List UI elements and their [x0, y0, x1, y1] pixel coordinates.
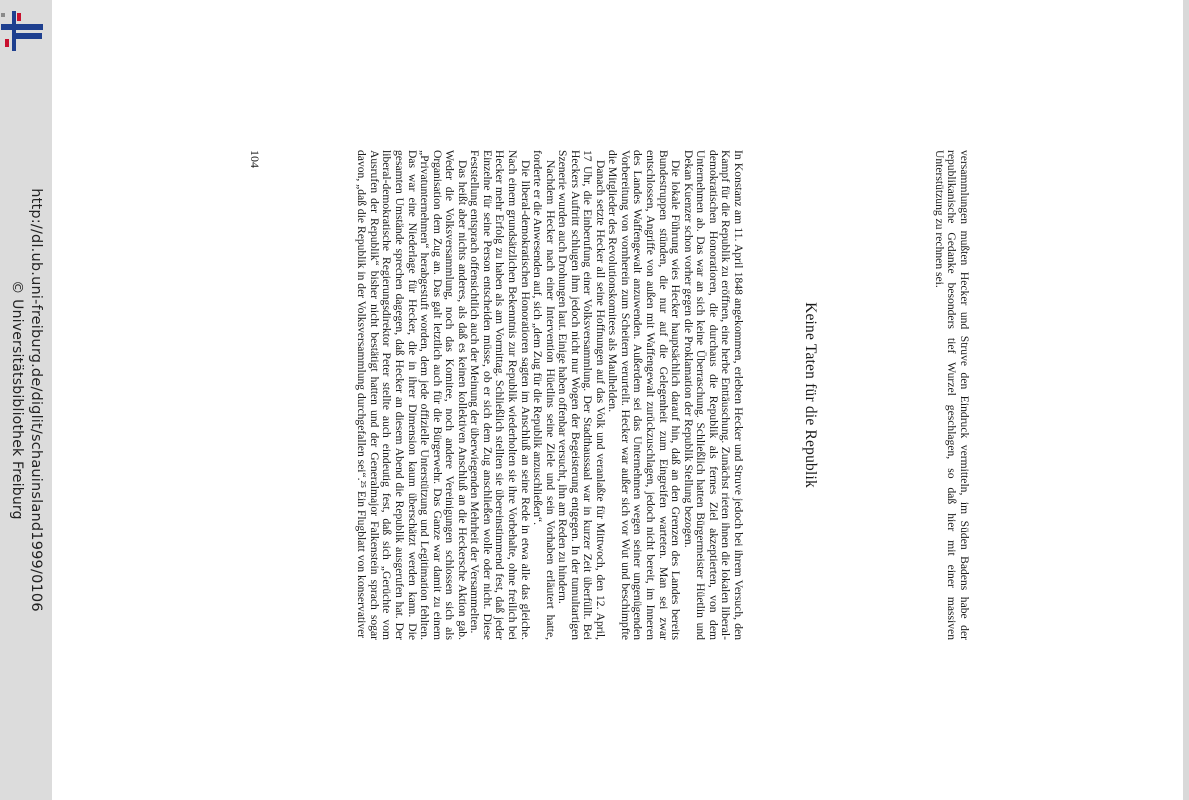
body-paragraph: Die liberal-demokratischen Honoratioren sagten im Anschluß an seine Rede in etwa alle das gleiche. Nach einem grundsätzlichen Bekenntnis zur Republik wiederholten sie ihre Vorbehalte, ohne freilich bei Hecker mehr Erfolg zu haben als am Vormittag. Schließlich stellten sie übereinstimmend fest, daß jeder Einzelne für seine Person entscheiden müsse, ob er sich dem Zug anschließen wolle oder nicht. Diese Feststellung entsprach offensichtlich auch der Meinung der überwiegenden Mehrheit der Versammelten.: [468, 150, 532, 640]
scanned-page: [248, 150, 970, 640]
sidebar-caption: [7, 0, 45, 800]
body-paragraph: Danach setzte Hecker all seine Hoffnungen auf das Volk und veranlaßte für Mittwoch, den 12. April, 17 Uhr, die Einberufung einer Volksversammlung. Der Stadthaussaal war in kurzer Zeit überfüllt. Bei Heckers Auftritt schlugen ihm jedoch nicht nur Wogen der Begeisterung entgegen. In der tumultartigen Szenerie wurden auch Drohungen laut. Einige haben offenbar versucht, ihn am Reden zu hindern.: [556, 150, 607, 640]
body-paragraph: Nachdem Hecker nach einer Intervention Hüetlins seine Ziele und sein Vorhaben erläutert hatte, forderte er die Anwesenden auf, sich „dem Zug für die Republik anzuschließen“.: [531, 150, 557, 640]
body-paragraph: Die lokale Führung wies Hecker hauptsächlich darauf hin, daß an den Grenzen des Landes bereits Bundestruppen stünden, die nur auf die Gelegenheit zum Eingreifen warteten. Man sei zwar entschlossen, Angriffe von außen mit Waffengewalt zurückzuschlagen, jedoch nicht bereit, im Inneren des Landes Waffengewalt anzuwenden. Außerdem sei das Unternehmen wegen seiner ungenügenden Vorbereitung von vornherein zum Scheitern verurteilt. Hecker war außer sich vor Wut und beschimpfte die Mitglieder des Revolutionskomitees als Maulhelden.: [606, 150, 683, 640]
right-border: [1183, 0, 1189, 800]
page-top-paragraph: versammlungen mußten Hecker und Struve den Eindruck vermitteln, im Süden Badens habe der republikanische Gedanke besonders tief Wurzel geschlagen, so daß hier mit einer massiven Unterstützung zu rechnen sei.: [932, 150, 971, 640]
page-number: 104: [247, 150, 262, 168]
permalink-url[interactable]: http://dl.ub.uni-freiburg.de/diglit/schauinsland1999/0106: [28, 188, 44, 612]
section-heading: Keine Taten für die Republik: [802, 302, 820, 488]
body-paragraph: Das heißt aber nichts anderes, als daß es keinen kollektiven Anschluß an die Heckersche Aktion gab. Weder die Volksversammlung, noch das Komitee, noch andere Vereinigungen schlossen sich als Organisation dem Zug an. Das galt letztlich auch für die Bürgerwehr. Das Ganze war damit zu einem „Privatunternehmen“ herabgestuft worden, dem jede offizielle Unterstützung und Legitimation fehlten. Das war eine Niederlage für Hecker, die in ihrer Dimension kaum überschätzt werden kann. Die gesamten Umstände sprechen dagegen, daß Hecker an diesem Abend die Republik ausgerufen hat. Der liberal-demokratische Regierungsdirektor Peter stellte auch eindeutig fest, daß sich „Gerüchte vom Ausrufen der Republik“ bisher nicht bestätigt hatten und der Generalmajor Falkenstein sprach sogar davon, „daß die Republik in der Volksversammlung durchgefallen sei“.²⁵ Ein Flugblatt von konservativer: [355, 150, 469, 640]
viewer-sidebar: [0, 0, 52, 800]
body-paragraph: In Konstanz am 11. April 1848 angekommen, erlebten Hecker und Struve jedoch bei ihrem Versuch, den Kampf für die Republik zu eröffnen, eine herbe Enttäuschung. Zunächst rieten ihnen die lokalen liberal-demokratischen Honoratioren, die durchaus die Republik als fernes Ziel akzeptierten, von dem Unternehmen ab. Das war an sich keine Überraschung. Schließlich hatten Bürgermeister Hüetlin und Dekan Kuenzer schon vorher gegen die Proklamation der Republik Stellung bezogen.: [681, 150, 745, 640]
copyright-notice: © Universitätsbibliothek Freiburg: [9, 280, 25, 520]
